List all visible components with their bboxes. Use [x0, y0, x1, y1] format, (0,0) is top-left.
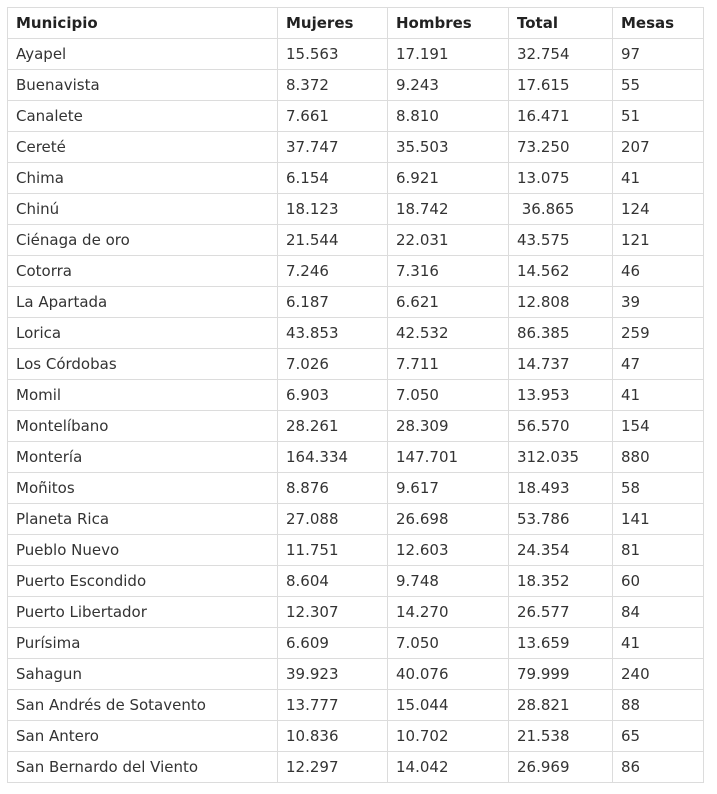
cell-mujeres: 13.777: [278, 690, 388, 721]
table-row: [8, 256, 704, 287]
table-header-row: [8, 8, 704, 39]
cell-mujeres: 12.297: [278, 752, 388, 783]
table-row: [8, 101, 704, 132]
cell-mesas: 154: [613, 411, 704, 442]
cell-mesas: 880: [613, 442, 704, 473]
cell-mesas: 88: [613, 690, 704, 721]
table-row: [8, 411, 704, 442]
cell-hombres: 10.702: [388, 721, 509, 752]
header-municipio: Municipio: [8, 8, 278, 39]
cell-mesas: 141: [613, 504, 704, 535]
cell-total: 12.808: [509, 287, 613, 318]
cell-municipio: Cotorra: [8, 256, 278, 287]
cell-municipio: Puerto Libertador: [8, 597, 278, 628]
cell-mesas: 55: [613, 70, 704, 101]
cell-mujeres: 7.246: [278, 256, 388, 287]
cell-municipio: Puerto Escondido: [8, 566, 278, 597]
cell-hombres: 42.532: [388, 318, 509, 349]
cell-mujeres: 12.307: [278, 597, 388, 628]
cell-hombres: 40.076: [388, 659, 509, 690]
cell-total: 26.577: [509, 597, 613, 628]
cell-municipio: Montelíbano: [8, 411, 278, 442]
cell-mujeres: 164.334: [278, 442, 388, 473]
cell-hombres: 7.050: [388, 628, 509, 659]
cell-total: 24.354: [509, 535, 613, 566]
table-row: [8, 225, 704, 256]
cell-mujeres: 7.661: [278, 101, 388, 132]
table-row: [8, 70, 704, 101]
cell-mesas: 39: [613, 287, 704, 318]
cell-mesas: 41: [613, 628, 704, 659]
cell-municipio: Planeta Rica: [8, 504, 278, 535]
cell-hombres: 12.603: [388, 535, 509, 566]
cell-mesas: 207: [613, 132, 704, 163]
cell-total: 18.352: [509, 566, 613, 597]
cell-mujeres: 6.154: [278, 163, 388, 194]
cell-mesas: 41: [613, 380, 704, 411]
cell-total: 53.786: [509, 504, 613, 535]
cell-municipio: Purísima: [8, 628, 278, 659]
cell-municipio: Los Córdobas: [8, 349, 278, 380]
cell-hombres: 8.810: [388, 101, 509, 132]
cell-municipio: Chima: [8, 163, 278, 194]
cell-mesas: 86: [613, 752, 704, 783]
cell-municipio: Ayapel: [8, 39, 278, 70]
cell-hombres: 6.921: [388, 163, 509, 194]
cell-mujeres: 15.563: [278, 39, 388, 70]
cell-municipio: San Andrés de Sotavento: [8, 690, 278, 721]
cell-municipio: Pueblo Nuevo: [8, 535, 278, 566]
cell-total: 73.250: [509, 132, 613, 163]
cell-municipio: Buenavista: [8, 70, 278, 101]
table-row: [8, 349, 704, 380]
cell-total: 18.493: [509, 473, 613, 504]
cell-total: 16.471: [509, 101, 613, 132]
cell-mujeres: 28.261: [278, 411, 388, 442]
cell-total: 56.570: [509, 411, 613, 442]
cell-hombres: 7.050: [388, 380, 509, 411]
cell-municipio: La Apartada: [8, 287, 278, 318]
cell-municipio: Ciénaga de oro: [8, 225, 278, 256]
cell-hombres: 7.711: [388, 349, 509, 380]
cell-total: 14.737: [509, 349, 613, 380]
cell-hombres: 6.621: [388, 287, 509, 318]
table-row: [8, 504, 704, 535]
table-row: [8, 39, 704, 70]
cell-mesas: 46: [613, 256, 704, 287]
cell-municipio: San Antero: [8, 721, 278, 752]
cell-municipio: Lorica: [8, 318, 278, 349]
cell-total: 312.035: [509, 442, 613, 473]
cell-municipio: San Bernardo del Viento: [8, 752, 278, 783]
cell-mujeres: 21.544: [278, 225, 388, 256]
table-row: [8, 473, 704, 504]
cell-hombres: 26.698: [388, 504, 509, 535]
cell-hombres: 17.191: [388, 39, 509, 70]
cell-total: 13.075: [509, 163, 613, 194]
cell-mujeres: 8.604: [278, 566, 388, 597]
header-mesas: Mesas: [613, 8, 704, 39]
cell-mujeres: 11.751: [278, 535, 388, 566]
cell-hombres: 28.309: [388, 411, 509, 442]
cell-municipio: Canalete: [8, 101, 278, 132]
cell-mujeres: 6.903: [278, 380, 388, 411]
cell-municipio: Chinú: [8, 194, 278, 225]
table-row: [8, 566, 704, 597]
header-hombres: Hombres: [388, 8, 509, 39]
cell-total: 32.754: [509, 39, 613, 70]
table-row: [8, 163, 704, 194]
header-mujeres: Mujeres: [278, 8, 388, 39]
cell-mujeres: 18.123: [278, 194, 388, 225]
cell-hombres: 22.031: [388, 225, 509, 256]
cell-total: 36.865: [509, 194, 613, 225]
cell-total: 13.659: [509, 628, 613, 659]
table-row: [8, 690, 704, 721]
cell-total: 86.385: [509, 318, 613, 349]
cell-hombres: 18.742: [388, 194, 509, 225]
cell-municipio: Montería: [8, 442, 278, 473]
cell-total: 43.575: [509, 225, 613, 256]
table-row: [8, 380, 704, 411]
cell-hombres: 9.243: [388, 70, 509, 101]
table-body: [8, 39, 704, 783]
cell-mesas: 47: [613, 349, 704, 380]
cell-mujeres: 8.876: [278, 473, 388, 504]
cell-mesas: 41: [613, 163, 704, 194]
cell-hombres: 9.617: [388, 473, 509, 504]
table-row: [8, 287, 704, 318]
cell-total: 17.615: [509, 70, 613, 101]
header-total: Total: [509, 8, 613, 39]
cell-mujeres: 6.609: [278, 628, 388, 659]
cell-mujeres: 10.836: [278, 721, 388, 752]
cell-mujeres: 7.026: [278, 349, 388, 380]
cell-mesas: 60: [613, 566, 704, 597]
cell-mujeres: 27.088: [278, 504, 388, 535]
table-row: [8, 752, 704, 783]
cell-municipio: Momil: [8, 380, 278, 411]
table-row: [8, 628, 704, 659]
cell-mesas: 97: [613, 39, 704, 70]
cell-mesas: 51: [613, 101, 704, 132]
cell-total: 26.969: [509, 752, 613, 783]
table-row: [8, 318, 704, 349]
cell-mesas: 259: [613, 318, 704, 349]
municipality-voters-table: [7, 7, 704, 783]
cell-hombres: 14.042: [388, 752, 509, 783]
table-row: [8, 132, 704, 163]
table-container: [7, 7, 704, 783]
cell-mesas: 58: [613, 473, 704, 504]
cell-total: 21.538: [509, 721, 613, 752]
table-row: [8, 659, 704, 690]
cell-total: 13.953: [509, 380, 613, 411]
cell-mesas: 65: [613, 721, 704, 752]
cell-mesas: 81: [613, 535, 704, 566]
cell-municipio: Sahagun: [8, 659, 278, 690]
table-row: [8, 194, 704, 225]
table-row: [8, 721, 704, 752]
cell-mesas: 124: [613, 194, 704, 225]
cell-hombres: 7.316: [388, 256, 509, 287]
cell-mujeres: 8.372: [278, 70, 388, 101]
cell-mesas: 121: [613, 225, 704, 256]
cell-mesas: 84: [613, 597, 704, 628]
cell-total: 28.821: [509, 690, 613, 721]
table-row: [8, 535, 704, 566]
cell-total: 14.562: [509, 256, 613, 287]
cell-hombres: 15.044: [388, 690, 509, 721]
cell-municipio: Cereté: [8, 132, 278, 163]
cell-mujeres: 6.187: [278, 287, 388, 318]
cell-hombres: 35.503: [388, 132, 509, 163]
cell-hombres: 14.270: [388, 597, 509, 628]
table-row: [8, 597, 704, 628]
cell-mujeres: 37.747: [278, 132, 388, 163]
cell-hombres: 147.701: [388, 442, 509, 473]
cell-mujeres: 39.923: [278, 659, 388, 690]
cell-mujeres: 43.853: [278, 318, 388, 349]
cell-municipio: Moñitos: [8, 473, 278, 504]
cell-total: 79.999: [509, 659, 613, 690]
cell-mesas: 240: [613, 659, 704, 690]
cell-hombres: 9.748: [388, 566, 509, 597]
table-row: [8, 442, 704, 473]
